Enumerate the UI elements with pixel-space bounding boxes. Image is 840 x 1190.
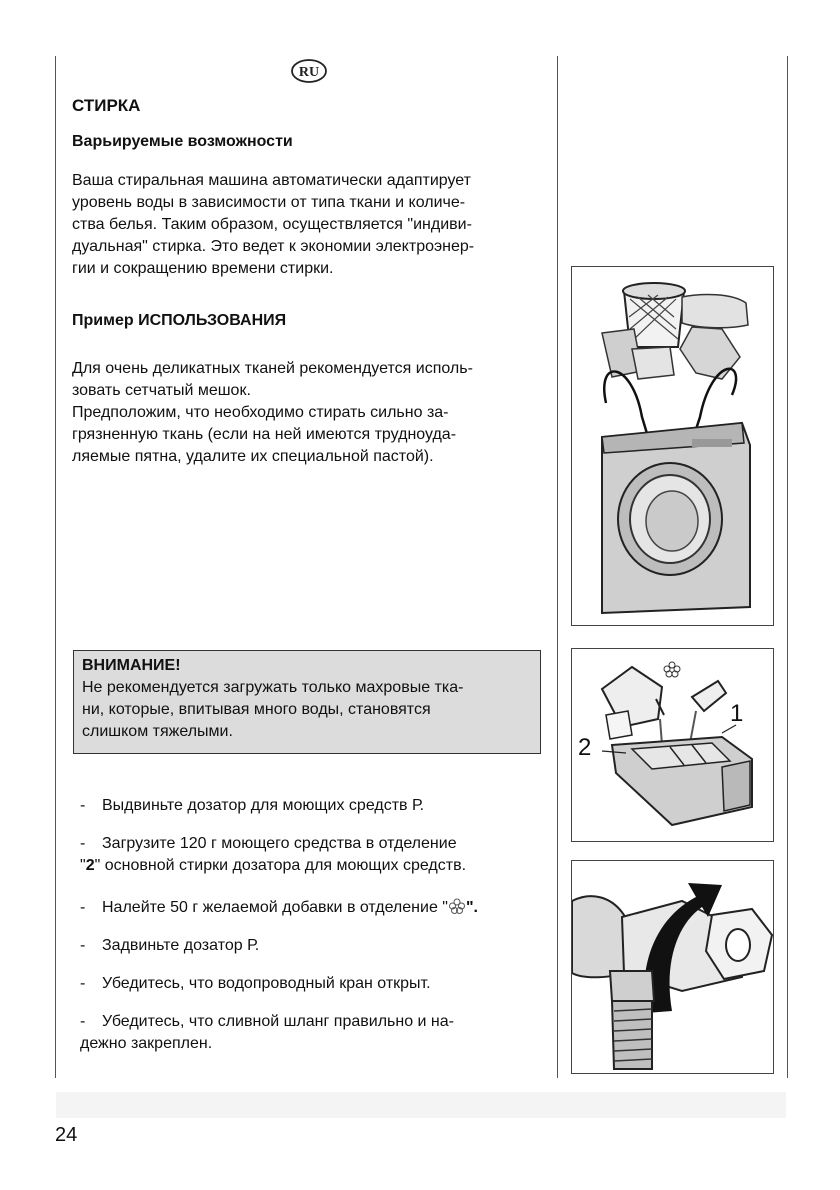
- warning-line: ни, которые, впитывая много воды, становятся: [82, 701, 431, 718]
- usage-paragraph: [72, 358, 542, 468]
- compartment-1-label: 1: [730, 700, 744, 727]
- text-line: грязненную ткань (если на ней имеются трудноуда-: [72, 426, 457, 443]
- compartment-2-label: 2: [85, 857, 95, 874]
- washing-machine-icon: [572, 267, 774, 626]
- bullet-dash: -: [80, 797, 86, 814]
- page-number: 24: [55, 1124, 78, 1146]
- water-tap-illustration: [571, 860, 774, 1074]
- step-5: - Убедитесь, что водопроводный кран открыт.: [80, 973, 431, 995]
- step-2: - Загрузите 120 г моющего средства в отделение: [80, 833, 457, 855]
- text-line: гии и сокращению времени стирки.: [72, 260, 334, 277]
- footer-band: [56, 1092, 786, 1118]
- bullet-dash: -: [80, 835, 86, 852]
- text-line: Ваша стиральная машина автоматически адаптирует: [72, 172, 471, 189]
- warning-box: [73, 650, 541, 754]
- step-6: - Убедитесь, что сливной шланг правильно и на-: [80, 1011, 454, 1033]
- bullet-dash: -: [80, 937, 86, 954]
- text-line: ства белья. Таким образом, осуществляется "индиви-: [72, 216, 472, 233]
- text-line: дуальная" стирка. Это ведет к экономии электроэнер-: [72, 238, 475, 255]
- text-line: Предположим, что необходимо стирать сильно за-: [72, 404, 449, 421]
- bullet-dash: -: [80, 1013, 86, 1030]
- step-2-continued: "2" основной стирки дозатора для моющих средств.: [80, 857, 467, 874]
- text-line: уровень воды в зависимости от типа ткани и количе-: [72, 194, 466, 211]
- warning-line: Не рекомендуется загружать только махровые тка-: [82, 679, 464, 696]
- lang-badge-text: RU: [298, 65, 320, 80]
- warning-line: слишком тяжелыми.: [82, 723, 233, 740]
- text-line: зовать сетчатый мешок.: [72, 382, 251, 399]
- left-margin-line: [55, 56, 56, 1078]
- step-1: - Выдвиньте дозатор для моющих средств Р.: [80, 795, 424, 817]
- step-3: - Налейте 50 г желаемой добавки в отделение " ".: [80, 897, 478, 919]
- column-divider-line: [557, 56, 558, 1078]
- warning-title: ВНИМАНИЕ!: [82, 657, 181, 674]
- text-line: Для очень деликатных тканей рекомендуется исполь-: [72, 360, 473, 377]
- usage-heading: Пример ИСПОЛЬЗОВАНИЯ: [72, 312, 287, 329]
- step-6-continued: дежно закреплен.: [80, 1035, 213, 1052]
- laundry-machine-illustration: [571, 266, 774, 626]
- variable-heading: Варьируемые возможности: [72, 133, 293, 150]
- flower-softener-icon: [448, 898, 466, 914]
- section-title: СТИРКА: [72, 96, 141, 115]
- text-line: ляемые пятна, удалите их специальной пастой).: [72, 448, 434, 465]
- step-4: - Задвиньте дозатор Р.: [80, 935, 259, 957]
- detergent-dispenser-icon: [572, 649, 774, 842]
- compartment-2-label: 2: [578, 734, 592, 761]
- right-margin-line: [787, 56, 788, 1078]
- lang-badge: [289, 58, 329, 84]
- variable-paragraph: [72, 170, 542, 280]
- bullet-dash: -: [80, 975, 86, 992]
- water-tap-icon: [572, 861, 774, 1074]
- dispenser-illustration: [571, 648, 774, 842]
- bullet-dash: -: [80, 899, 86, 916]
